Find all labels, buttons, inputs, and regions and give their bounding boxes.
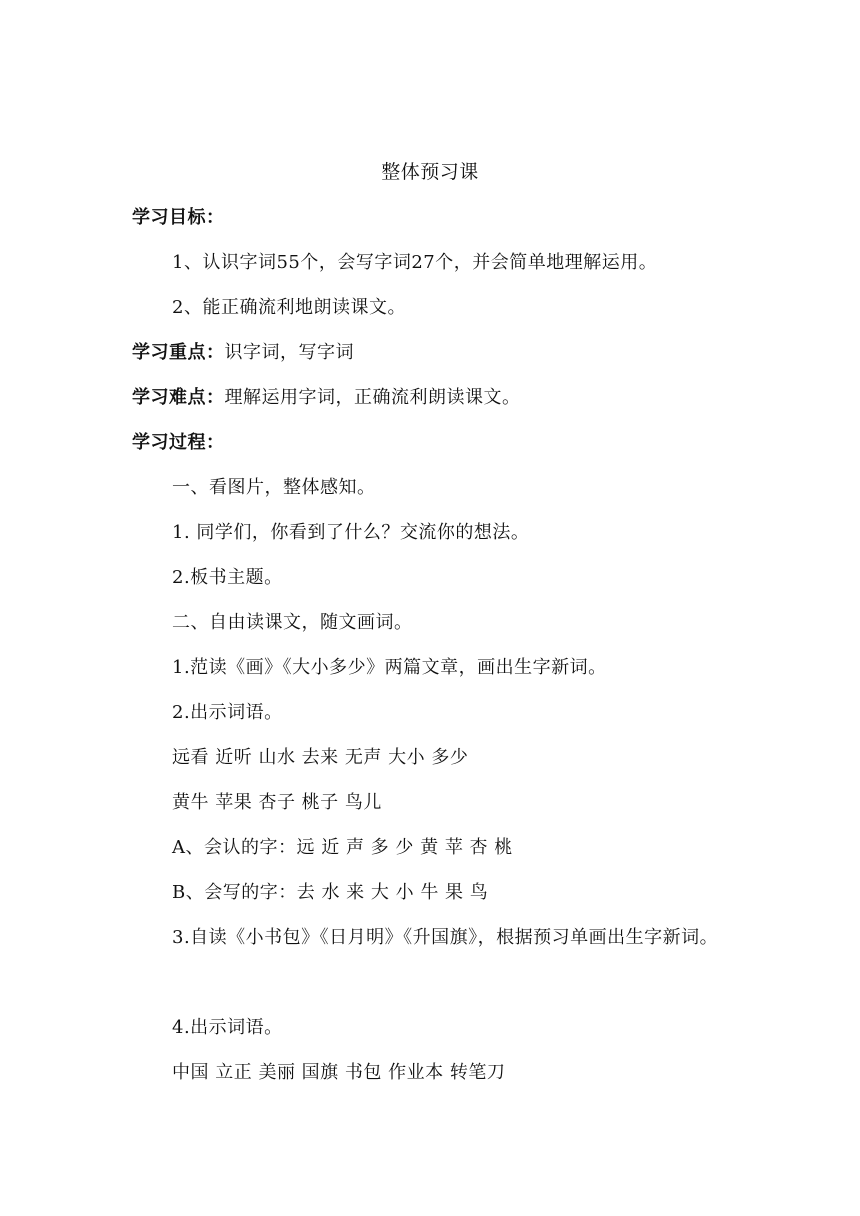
page-title: 整体预习课: [381, 161, 479, 183]
key-point-label: 学习重点：: [132, 342, 225, 363]
words-row-3: 中国 立正 美丽 国旗 书包 作业本 转笔刀: [172, 1062, 506, 1083]
step-2-2: 2.出示词语。: [172, 702, 283, 723]
words-row-1: 远看 近听 山水 去来 无声 大小 多少: [172, 747, 469, 768]
key-point-text: 识字词，写字词: [224, 342, 354, 363]
process-heading: 学习过程：: [132, 432, 225, 453]
difficulty-label: 学习难点：: [132, 387, 225, 408]
step-2: 二、自由读课文，随文画词。: [172, 612, 413, 633]
step-1: 一、看图片，整体感知。: [172, 477, 376, 498]
goal-2: 2、能正确流利地朗读课文。: [172, 297, 406, 318]
step-2-1: 1.范读《画》《大小多少》两篇文章，画出生字新词。: [172, 657, 607, 678]
recognize-chars: A、会认的字：远 近 声 多 少 黄 苹 杏 桃: [172, 837, 513, 858]
difficulty-point: [132, 386, 521, 410]
write-chars: B、会写的字：去 水 来 大 小 牛 果 鸟: [172, 882, 489, 903]
goal-1: 1、认识字词55个，会写字词27个，并会简单地理解运用。: [172, 252, 658, 273]
step-1-2: 2.板书主题。: [172, 567, 283, 588]
step-1-1: 1. 同学们，你看到了什么？交流你的想法。: [172, 522, 530, 543]
goals-heading: 学习目标：: [132, 207, 225, 228]
key-point: [132, 341, 354, 365]
difficulty-text: 理解运用字词，正确流利朗读课文。: [224, 387, 521, 408]
step-2-3: 3.自读《小书包》《日月明》《升国旗》，根据预习单画出生字新词。: [172, 927, 719, 948]
words-row-2: 黄牛 苹果 杏子 桃子 鸟儿: [172, 792, 382, 813]
step-2-4: 4.出示词语。: [172, 1017, 283, 1038]
